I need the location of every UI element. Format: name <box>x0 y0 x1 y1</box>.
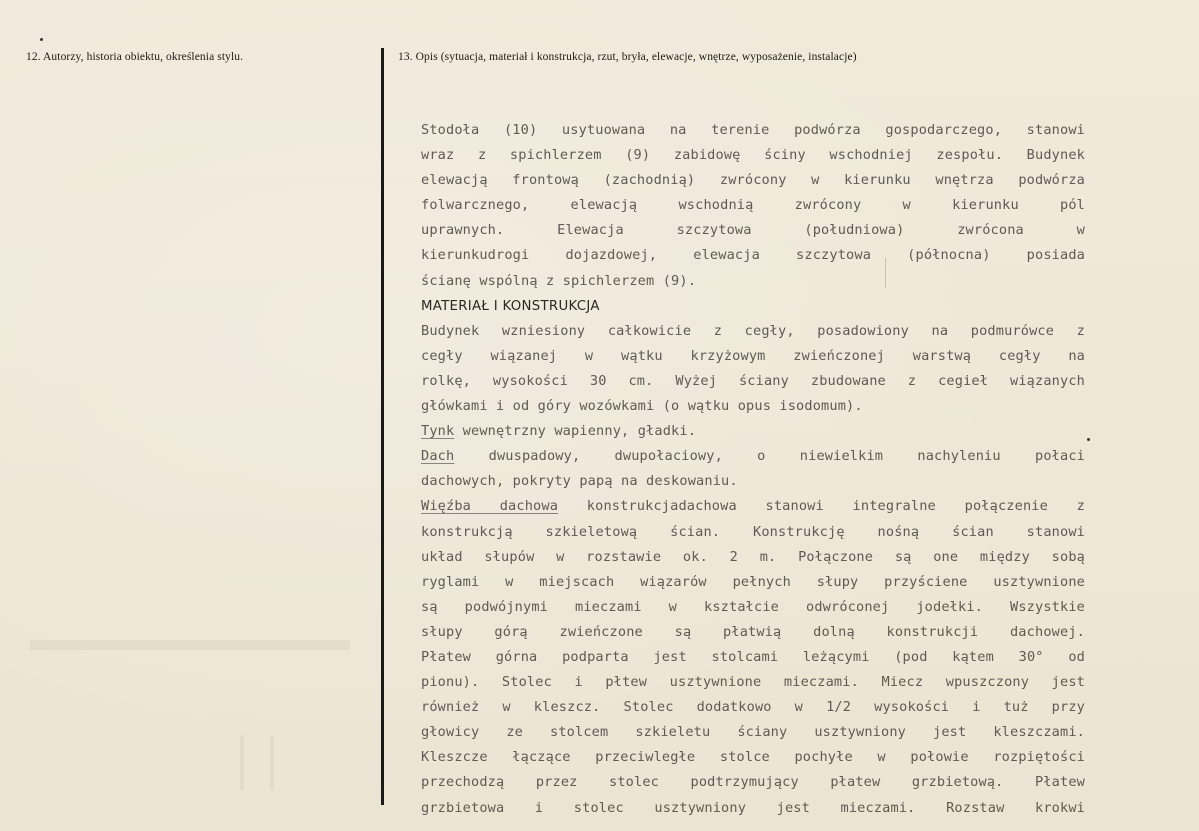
tynk-line <box>421 419 1085 444</box>
text-line: Stodoła (10) usytuowana na terenie podwórza gospodarczego, stanowi <box>421 122 1085 138</box>
dach-label: Dach <box>421 448 455 465</box>
text-line: rolkę, wysokości 30 cm. Wyżej ściany zbudowane z cegieł wiązanych <box>421 372 1085 389</box>
description-body <box>421 118 1085 821</box>
text-line: ścianę wspólną z spichlerzem (9). <box>421 272 697 289</box>
text-line: Kleszcze łączące przeciwległe stolce pochyłe w połowie rozpiętości <box>421 749 1085 766</box>
text-line: kierunkudrogi dojazdowej, elewacja szczytowa (północna) posiada <box>421 247 1085 264</box>
text-line: cegły wiązanej w wątku krzyżowym zwieńczonej warstwą cegły na <box>421 347 1085 364</box>
text-line: folwarcznego, elewacją wschodnią zwrócony w kierunku pól <box>421 197 1085 214</box>
text-line: pionu). Stolec i płtew usztywnione mieczami. Miecz wpuszczony jest <box>421 674 1085 691</box>
stray-dot <box>40 38 43 41</box>
text-line: układ słupów w rozstawie ok. 2 m. Połączone są one między sobą <box>421 548 1085 565</box>
text-line: grzbietowa i stolec usztywniony jest mieczami. Rozstaw krokwi <box>421 799 1085 816</box>
text-line: przechodzą przez stolec podtrzymujący płatew grzbietową. Płatew <box>421 774 1085 791</box>
text-line: głowicy ze stolcem szkieletu ściany usztywniony jest kleszczami. <box>421 724 1085 741</box>
dach-text: dwuspadowy, dwupołaciowy, o niewielkim nachyleniu połaci <box>454 448 1085 465</box>
tynk-label: Tynk <box>421 423 455 440</box>
text-line: wraz z spichlerzem (9) zabidowę ściny wschodniej zespołu. Budynek <box>421 147 1085 164</box>
text-line: główkami i od góry wozówkami (o wątku opus isodomum). <box>421 398 863 415</box>
text-line: konstrukcją szkieletową ścian. Konstrukcję nośną ścian stanowi <box>421 523 1085 540</box>
dach-line <box>421 444 1085 469</box>
text-line: uprawnych. Elewacja szczytowa (południowa) zwrócona w <box>421 222 1085 239</box>
text-line: dachowych, pokryty papą na deskowaniu. <box>421 473 738 490</box>
tynk-text: wewnętrzny wapienny, gładki. <box>454 423 697 440</box>
text-line: Płatew górna podparta jest stolcami leżącymi (pod kątem 30° od <box>421 648 1085 665</box>
section-13-header: 13. Opis (sytuacja, materiał i konstrukcja, rzut, bryła, elewacje, wnętrze, wyposażenie, instalacje) <box>398 51 857 63</box>
stray-dot <box>1087 438 1090 441</box>
wiezba-line <box>421 494 1085 519</box>
text-line: są podwójnymi mieczami w kształcie odwróconej jodełki. Wszystkie <box>421 598 1085 615</box>
text-line: ryglami w miejscach wiązarów pełnych słupy przyściene usztywnione <box>421 573 1085 590</box>
text-line: również w kleszcz. Stolec dodatkowo w 1/2 wysokości i tuż przy <box>421 699 1085 716</box>
bleed-through-left-3 <box>270 735 274 790</box>
bleed-through-left <box>30 640 350 650</box>
bleed-through-left-2 <box>240 735 244 790</box>
text-line: elewacją frontową (zachodnią) zwrócony w kierunku wnętrza podwórza <box>421 172 1085 189</box>
column-divider <box>381 48 384 805</box>
section-12-header: 12. Autorzy, historia obiektu, określenia stylu. <box>26 51 244 63</box>
text-line: Budynek wzniesiony całkowicie z cegły, posadowiony na podmurówce z <box>421 322 1085 339</box>
section-title: MATERIAŁ I KONSTRUKCJA <box>421 298 600 314</box>
wiezba-label: Więźba dachowa <box>421 498 559 515</box>
wiezba-text: konstrukcjadachowa stanowi integralne połączenie z <box>558 498 1085 515</box>
text-line: słupy górą zwieńczone są płatwią dolną konstrukcji dachowej. <box>421 623 1085 640</box>
